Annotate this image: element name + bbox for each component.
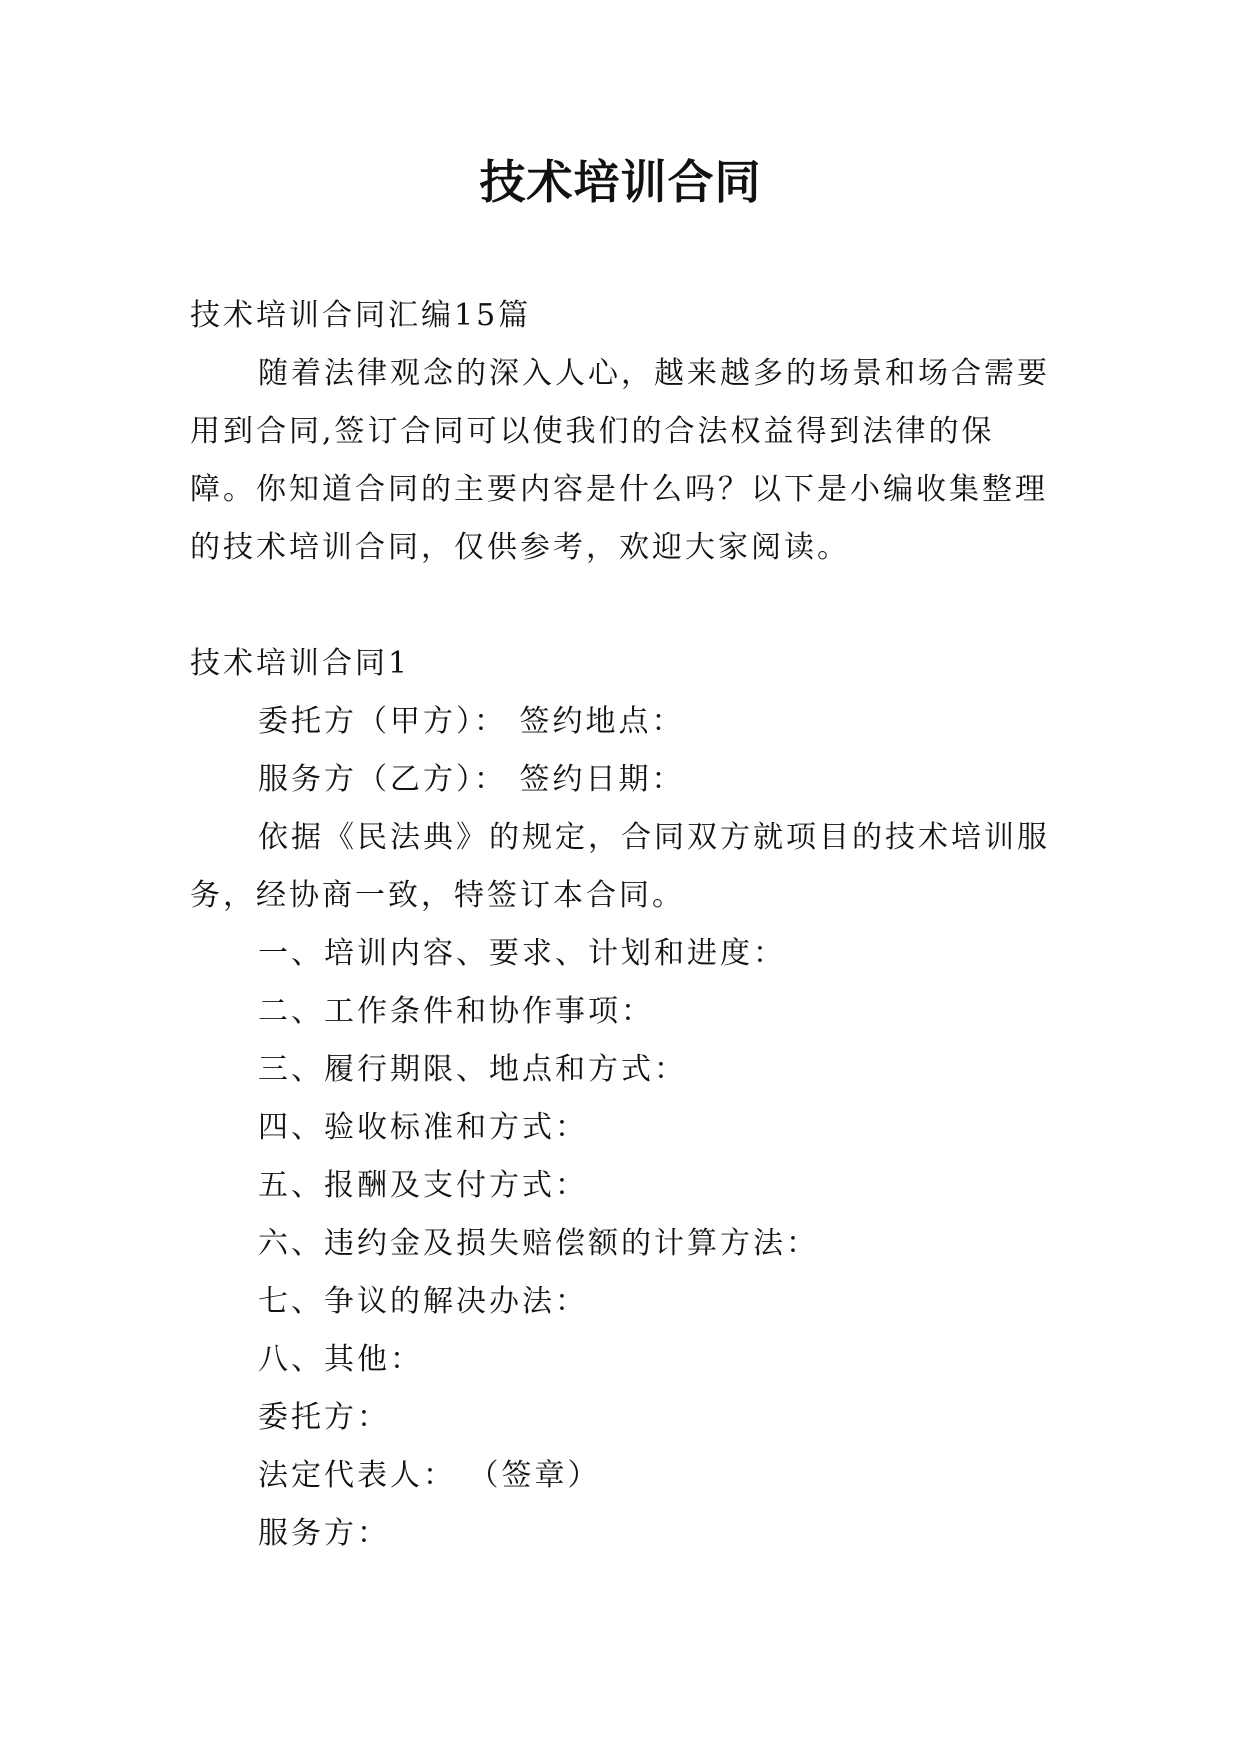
party-client-line: 委托方（甲方）： 签约地点： xyxy=(258,704,685,739)
section-heading: 技术培训合同1 xyxy=(190,646,411,681)
clause-1: 一、培训内容、要求、计划和进度： xyxy=(258,936,786,971)
clause-2: 二、工作条件和协作事项： xyxy=(258,994,654,1029)
clause-4: 四、验收标准和方式： xyxy=(258,1110,588,1145)
signature-client: 委托方： xyxy=(258,1400,390,1435)
party-provider-line: 服务方（乙方）： 签约日期： xyxy=(258,762,685,797)
paragraph-spacer xyxy=(190,577,1052,635)
signature-provider: 服务方： xyxy=(258,1516,390,1551)
signature-legal-rep: 法定代表人： （签章） xyxy=(258,1458,601,1493)
contract-basis-paragraph: 依据《民法典》的规定，合同双方就项目的技术培训服务，经协商一致，特签订本合同。 xyxy=(190,820,1050,913)
clause-3: 三、履行期限、地点和方式： xyxy=(258,1052,687,1087)
clause-6: 六、违约金及损失赔偿额的计算方法： xyxy=(258,1226,819,1261)
clause-5: 五、报酬及支付方式： xyxy=(258,1168,588,1203)
document-subtitle: 技术培训合同汇编15篇 xyxy=(190,298,532,333)
clause-7: 七、争议的解决办法： xyxy=(258,1284,588,1319)
document-body xyxy=(190,287,1052,1563)
document-title: 技术培训合同 xyxy=(479,155,762,209)
intro-paragraph: 随着法律观念的深入人心，越来越多的场景和场合需要用到合同,签订合同可以使我们的合法权益得到法律的保障。你知道合同的主要内容是什么吗？以下是小编收集整理的技术培训合同，仅供参考，欢迎大家阅读。 xyxy=(190,356,1050,565)
clause-8: 八、其他： xyxy=(258,1342,423,1377)
